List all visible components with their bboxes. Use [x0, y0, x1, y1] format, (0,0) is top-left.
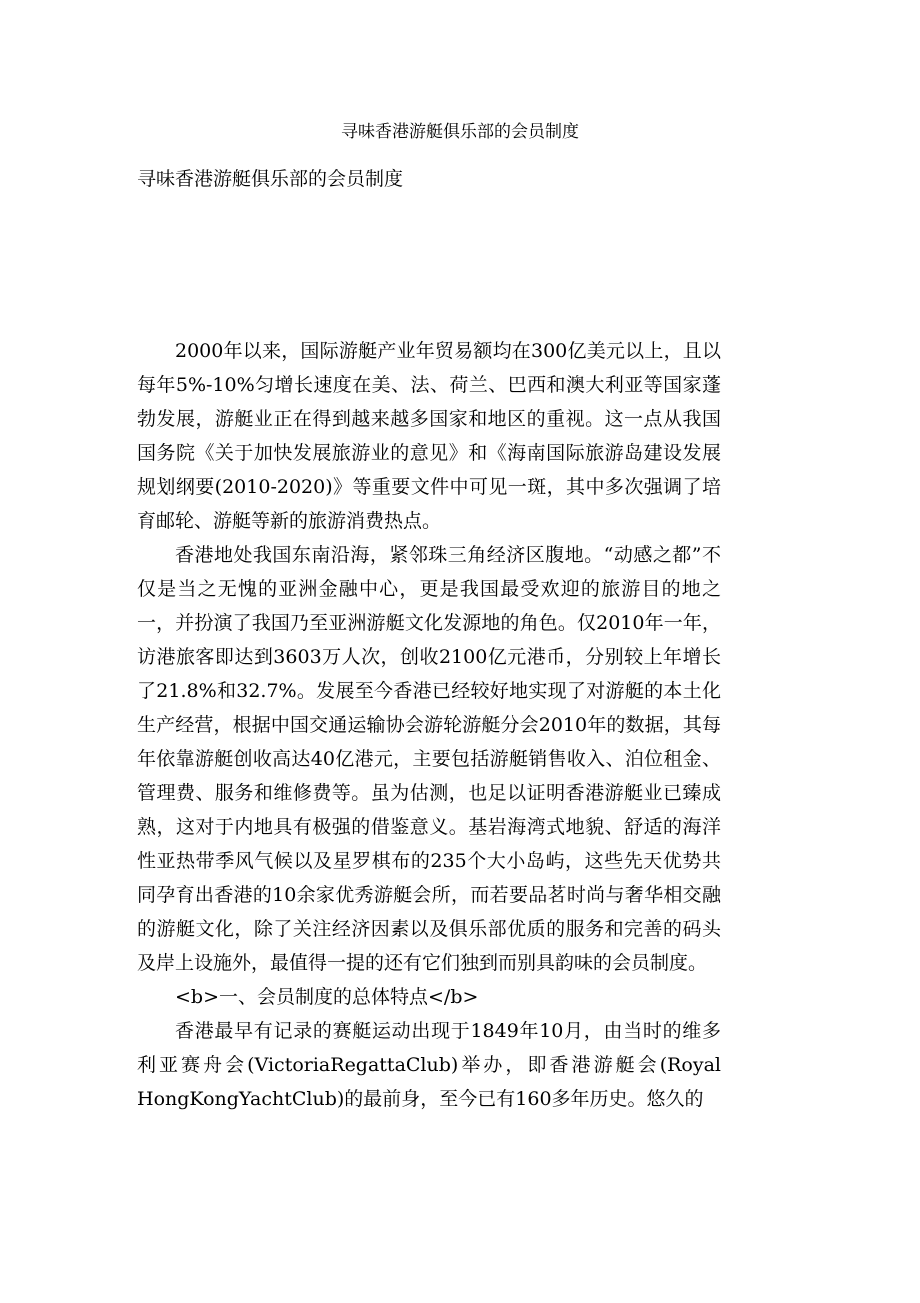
document-title: 寻味香港游艇俱乐部的会员制度: [137, 168, 404, 190]
paragraph: 香港最早有记录的赛艇运动出现于1849年10月，由当时的维多利亚赛舟会(VictoriaRegattaClub)举办，即香港游艇会(Royal HongKongYachtClub)的最前身，至今已有160多年历史。悠久的: [137, 1020, 721, 1110]
document-body: [137, 334, 721, 1116]
section-heading: <b>一、会员制度的总体特点</b>: [175, 986, 479, 1008]
paragraph: 香港地处我国东南沿海，紧邻珠三角经济区腹地。“动感之都”不仅是当之无愧的亚洲金融中心，更是我国最受欢迎的旅游目的地之一，并扮演了我国乃至亚洲游艇文化发源地的角色。仅2010年一年，访港旅客即达到3603万人次，创收2100亿元港币，分别较上年增长了21.8%和32.7%。发展至今香港已经较好地实现了对游艇的本土化生产经营，根据中国交通运输协会游轮游艇分会2010年的数据，其每年依靠游艇创收高达40亿港元，主要包括游艇销售收入、泊位租金、管理费、服务和维修费等。虽为估测，也足以证明香港游艇业已臻成熟，这对于内地具有极强的借鉴意义。基岩海湾式地貌、舒适的海洋性亚热带季风气候以及星罗棋布的235个大小岛屿，这些先天优势共同孕育出香港的10余家优秀游艇会所，而若要品茗时尚与奢华相交融的游艇文化，除了关注经济因素以及俱乐部优质的服务和完善的码头及岸上设施外，最值得一提的还有它们独到而别具韵味的会员制度。: [137, 544, 721, 974]
paragraph: 2000年以来，国际游艇产业年贸易额均在300亿美元以上，且以每年5%-10%匀增长速度在美、法、荷兰、巴西和澳大利亚等国家蓬勃发展，游艇业正在得到越来越多国家和地区的重视。这一点从我国国务院《关于加快发展旅游业的意见》和《海南国际旅游岛建设发展规划纲要(2010-2020)》等重要文件中可见一斑，其中多次强调了培育邮轮、游艇等新的旅游消费热点。: [137, 340, 721, 532]
document-header: 寻味香港游艇俱乐部的会员制度: [341, 122, 579, 142]
